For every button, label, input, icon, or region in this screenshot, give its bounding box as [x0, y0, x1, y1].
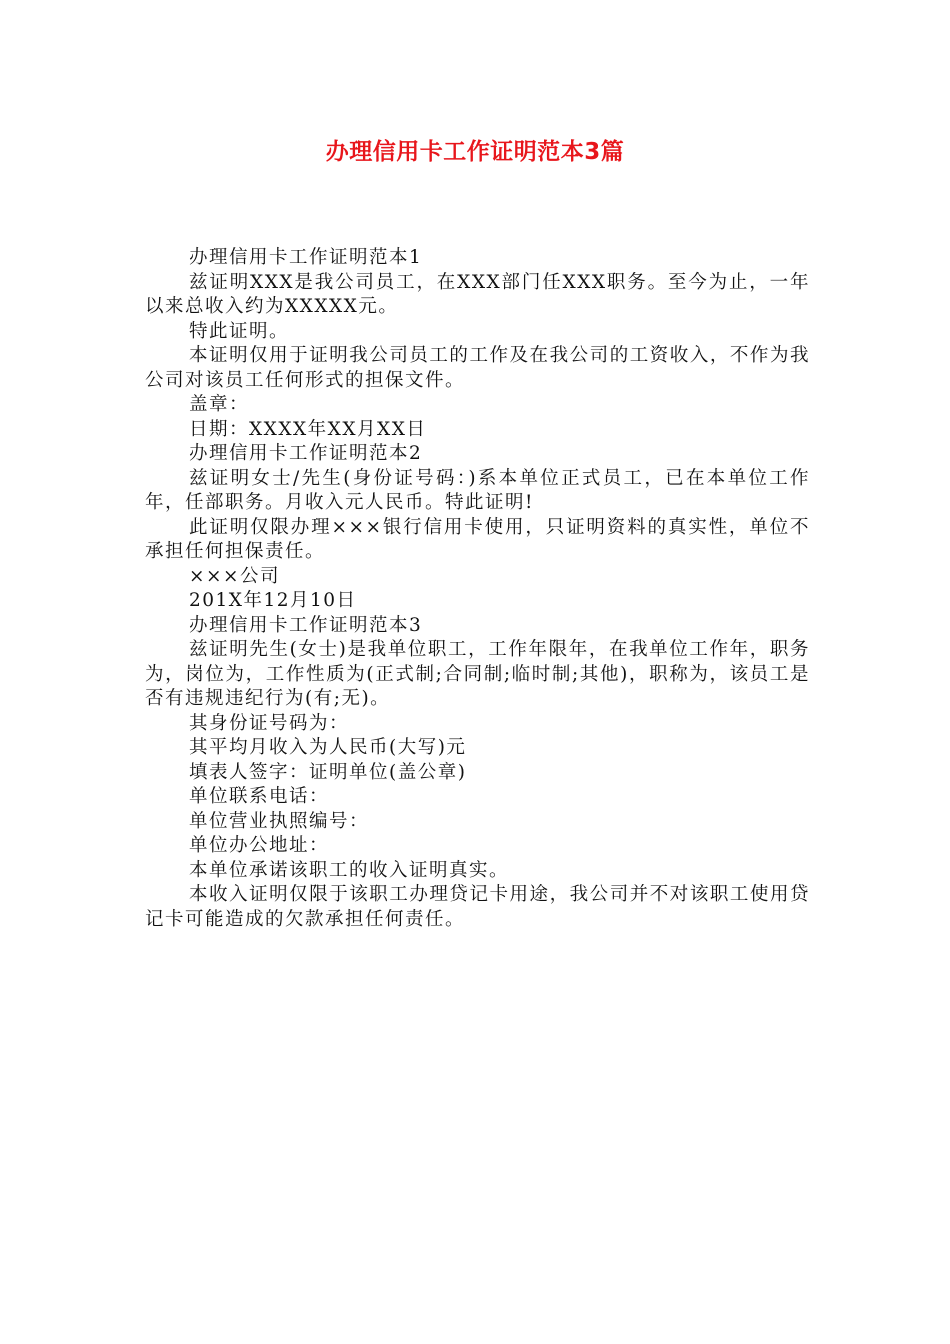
paragraph: 本单位承诺该职工的收入证明真实。: [189, 859, 510, 881]
paragraph: 兹证明先生(女士)是我单位职工，工作年限年，在我单位工作年，职务为，岗位为，工作性质为(正式制;合同制;临时制;其他)，职称为，该员工是否有违规违纪行为(有;无)。: [145, 639, 810, 709]
paragraph: 其身份证号码为：: [189, 712, 350, 734]
paragraph: 单位办公地址：: [189, 835, 330, 856]
paragraph: 其平均月收入为人民币(大写)元: [189, 737, 467, 758]
paragraph: 单位营业执照编号：: [189, 810, 370, 832]
paragraph: 此证明仅限办理×××银行信用卡使用，只证明资料的真实性，单位不承担任何担保责任。: [145, 516, 810, 562]
paragraph-company-line: ×××公司: [189, 565, 281, 587]
paragraph: 特此证明。: [189, 320, 290, 342]
paragraph-heading-sample-1: 办理信用卡工作证明范本1: [189, 247, 423, 268]
paragraph: 兹证明XXX是我公司员工，在XXX部门任XXX职务。至今为止，一年以来总收入约为XXXXX元。: [145, 271, 810, 317]
paragraph: 本证明仅用于证明我公司员工的工作及在我公司的工资收入，不作为我公司对该员工任何形式的担保文件。: [145, 345, 810, 391]
paragraph: 填表人签字：证明单位(盖公章): [189, 761, 467, 783]
paragraph: 兹证明女士/先生(身份证号码：)系本单位正式员工，已在本单位工作年，任部职务。月收入元人民币。特此证明!: [145, 467, 810, 513]
paragraph-date-line: 201X年12月10日: [189, 590, 357, 611]
document-body: [145, 246, 810, 932]
paragraph-seal-line: 盖章：: [189, 394, 250, 415]
paragraph: 本收入证明仅限于该职工办理贷记卡用途，我公司并不对该职工使用贷记卡可能造成的欠款承担任何责任。: [145, 884, 810, 930]
paragraph: 单位联系电话：: [189, 786, 330, 807]
paragraph-date-line: 日期：XXXX年XX月XX日: [189, 418, 427, 440]
paragraph-heading-sample-2: 办理信用卡工作证明范本2: [189, 443, 423, 464]
paragraph-heading-sample-3: 办理信用卡工作证明范本3: [189, 614, 423, 636]
document-title: 办理信用卡工作证明范本3篇: [325, 139, 625, 165]
